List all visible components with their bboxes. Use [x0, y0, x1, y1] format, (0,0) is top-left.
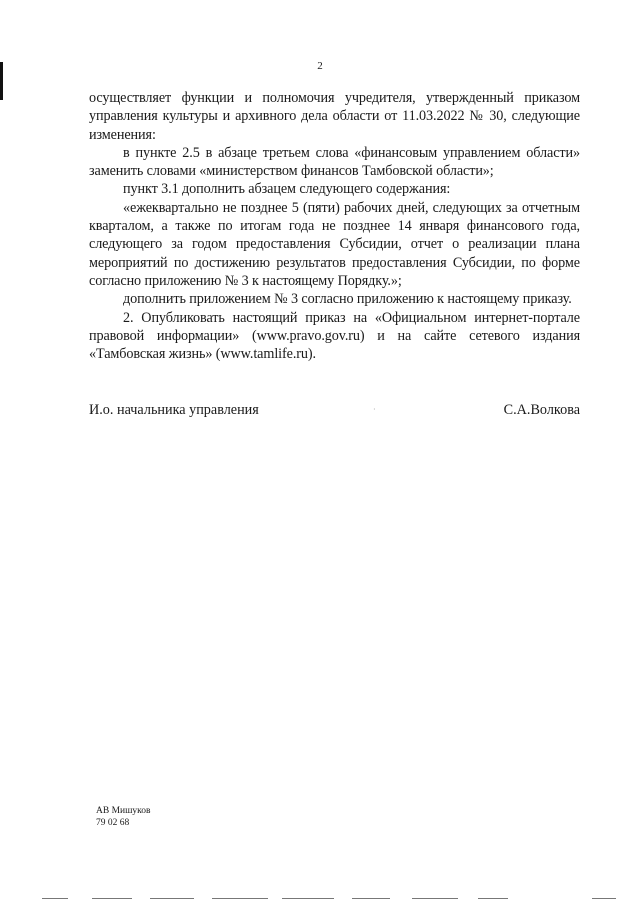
signatory-name: С.А.Волкова: [503, 402, 580, 418]
document-body: [89, 89, 580, 363]
paragraph-quarterly-report: «ежеквартально не позднее 5 (пяти) рабочих дней, следующих за отчетным кварталом, а также по итогам года не позднее 14 января финансового года, следующего за годом предоставления Субсидии, отчет о реализации плана мероприятий по достижению результатов предоставления Субсидии, по форме согласно приложению № 3 к настоящему Порядку.»;: [89, 199, 580, 289]
scan-artifact-line: [212, 898, 268, 899]
executor-phone: 79 02 68: [96, 818, 130, 828]
paragraph-amendment-intro: осуществляет функции и полномочия учредителя, утвержденный приказом управления культуры и архивного дела области от 11.03.2022 № 30, следующие изменения:: [89, 90, 580, 143]
signatory-title: И.о. начальника управления: [89, 402, 259, 418]
scan-artifact-line: [592, 898, 616, 899]
scan-artifact-line: [92, 898, 132, 899]
page-number: 2: [317, 60, 323, 72]
scan-artifact-line: [478, 898, 508, 899]
paragraph-appendix-3: дополнить приложением № 3 согласно приложению к настоящему приказу.: [123, 291, 572, 308]
scan-artifact-line: [150, 898, 194, 899]
scan-artifact-line: [352, 898, 390, 899]
scan-artifact-line: [412, 898, 458, 899]
scan-artifact-line: [42, 898, 68, 899]
paragraph-clause-3-1: пункт 3.1 дополнить абзацем следующего содержания:: [123, 181, 451, 198]
paragraph-clause-2-5: в пункте 2.5 в абзаце третьем слова «финансовым управлением области» заменить словами «министерством финансов Тамбовской области»;: [89, 144, 580, 180]
executor-block: [96, 805, 151, 829]
paragraph-publication: 2. Опубликовать настоящий приказ на «Официальном интернет-портале правовой информации» (www.pravo.gov.ru) и на сайте сетевого издания «Тамбовская жизнь» (www.tamlife.ru).: [89, 309, 580, 363]
executor-name: АВ Мишуков: [96, 806, 151, 816]
signature-mark: ·: [373, 405, 376, 414]
scan-artifact-line: [282, 898, 334, 899]
